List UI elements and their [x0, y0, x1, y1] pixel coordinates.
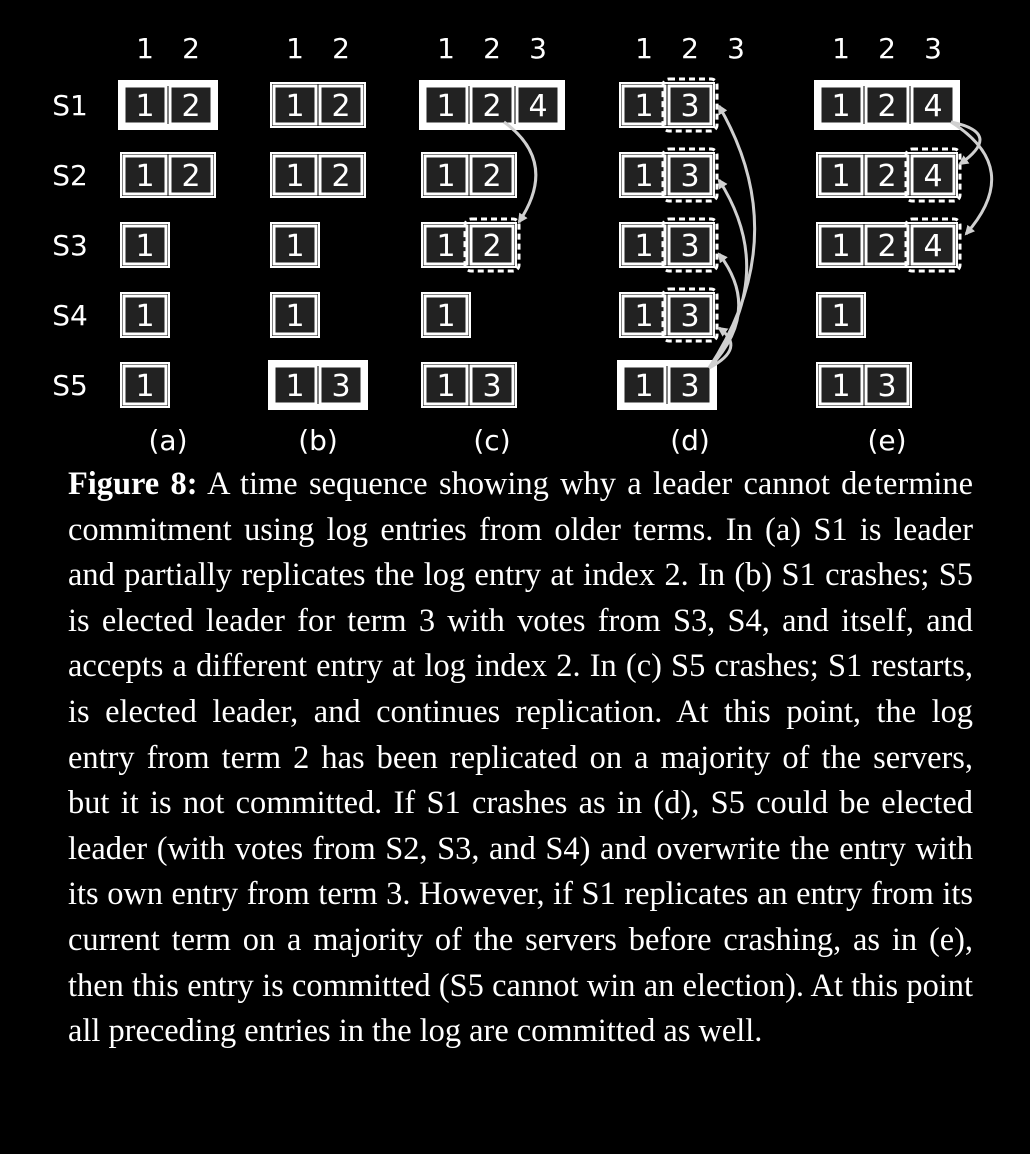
caption-line: win an election). At this point all preceding entries in the log [68, 967, 973, 1050]
log-entry-term: 1 [634, 89, 654, 124]
panel-c [422, 32, 562, 457]
log-entry-term: 1 [285, 229, 305, 264]
server-label: S2 [52, 159, 88, 192]
log-entry-term: 2 [877, 229, 897, 264]
log-entry-term: 1 [634, 369, 654, 404]
log-entry-term: 2 [482, 89, 502, 124]
caption-line: crashing, as in (e), then this entry is committed (S5 cannot [68, 921, 973, 1004]
log-entry-term: 1 [135, 159, 155, 194]
log-entry-term: 2 [331, 89, 351, 124]
log-entry-term: 4 [528, 89, 548, 124]
log-entry-term: 2 [482, 159, 502, 194]
log-entry-term: 1 [436, 229, 456, 264]
server-label: S1 [52, 89, 88, 122]
log-entry-term: 1 [285, 159, 305, 194]
log-entry-term: 1 [135, 369, 155, 404]
caption-line: try from its current term on a majority of the servers before [68, 876, 973, 958]
panel-a [121, 32, 215, 457]
caption-line: (with votes from S2, S3, and S4) and overwrite the entry with [156, 830, 973, 867]
caption-line: A time sequence showing why a leader cannot de [207, 466, 872, 502]
figure-caption [68, 462, 973, 1055]
caption-line: termine commitment using log entries from older terms. In [68, 466, 973, 548]
log-entry-term: 1 [135, 229, 155, 264]
index-label: 1 [635, 32, 653, 65]
log-entry-term: 3 [680, 229, 700, 264]
caption-line: 2. In (b) S1 crashes; S5 is elected leader for term 3 with votes [68, 557, 973, 639]
log-entry-term: 3 [680, 159, 700, 194]
log-entry-term: 3 [680, 369, 700, 404]
log-entry-term: 1 [135, 89, 155, 124]
panel-e [817, 32, 992, 457]
log-entry-term: 2 [877, 159, 897, 194]
log-entry-term: 1 [436, 89, 456, 124]
log-entry-term: 4 [923, 229, 943, 264]
index-label: 2 [182, 32, 200, 65]
index-label: 2 [332, 32, 350, 65]
panel-label: (e) [867, 424, 907, 457]
log-entry-term: 1 [831, 159, 851, 194]
log-entry-term: 4 [923, 159, 943, 194]
index-label: 1 [437, 32, 455, 65]
index-label: 2 [483, 32, 501, 65]
raft-log-diagram [0, 0, 1030, 465]
log-entry-term: 1 [285, 299, 305, 334]
replication-arrow [709, 180, 747, 368]
log-entry-term: 1 [135, 299, 155, 334]
index-label: 2 [878, 32, 896, 65]
server-label: S5 [52, 369, 88, 402]
caption-line: continues replication. At this point, the log entry from term 2 [68, 693, 973, 776]
log-entry-term: 2 [482, 229, 502, 264]
caption-line: (a) S1 is leader and partially replicates the log entry at index [68, 511, 973, 594]
log-entry-term: 1 [831, 229, 851, 264]
caption-line: has been replicated on a majority of the servers, but it is not [68, 739, 973, 822]
log-entry-term: 2 [877, 89, 897, 124]
index-label: 2 [681, 32, 699, 65]
log-entry-term: 3 [877, 369, 897, 404]
panel-label: (a) [148, 424, 188, 457]
log-entry-term: 3 [331, 369, 351, 404]
index-label: 3 [727, 32, 745, 65]
log-entry-term: 2 [181, 159, 201, 194]
caption-line: are committed as well. [469, 1013, 763, 1050]
log-entry-term: 3 [680, 299, 700, 334]
log-entry-term: 1 [634, 229, 654, 264]
panel-label: (b) [298, 424, 338, 457]
log-entry-term: 1 [436, 299, 456, 334]
log-entry-term: 3 [482, 369, 502, 404]
log-entry-term: 1 [831, 89, 851, 124]
log-entry-term: 4 [923, 89, 943, 124]
log-entry-term: 1 [285, 369, 305, 404]
log-entry-term: 1 [285, 89, 305, 124]
server-label: S3 [52, 229, 88, 262]
panel-b [271, 32, 365, 457]
index-label: 1 [832, 32, 850, 65]
log-entry-term: 1 [436, 159, 456, 194]
caption-line: its own entry from term 3. However, if S1 replicates an en [68, 876, 827, 913]
caption-line: committed. If S1 crashes as in (d), S5 could be elected leader [68, 785, 973, 867]
index-label: 1 [286, 32, 304, 65]
panels [121, 32, 992, 457]
index-label: 3 [529, 32, 547, 65]
caption-line: index 2. In (c) S5 crashes; S1 restarts, is elected leader, and [68, 648, 973, 730]
log-entry-term: 1 [634, 159, 654, 194]
panel-d [620, 32, 755, 457]
log-entry-term: 1 [634, 299, 654, 334]
caption-line: from S3, S4, and itself, and accepts a different entry at log [68, 602, 973, 685]
panel-label: (c) [473, 424, 511, 457]
server-labels [52, 89, 88, 402]
panel-label: (d) [670, 424, 710, 457]
log-entry-term: 3 [680, 89, 700, 124]
index-label: 3 [924, 32, 942, 65]
log-entry-term: 1 [831, 369, 851, 404]
server-label: S4 [52, 299, 88, 332]
log-entry-term: 2 [331, 159, 351, 194]
index-label: 1 [136, 32, 154, 65]
log-entry-term: 1 [436, 369, 456, 404]
figure-label: Figure 8: [68, 466, 198, 502]
log-entry-term: 1 [831, 299, 851, 334]
log-entry-term: 2 [181, 89, 201, 124]
